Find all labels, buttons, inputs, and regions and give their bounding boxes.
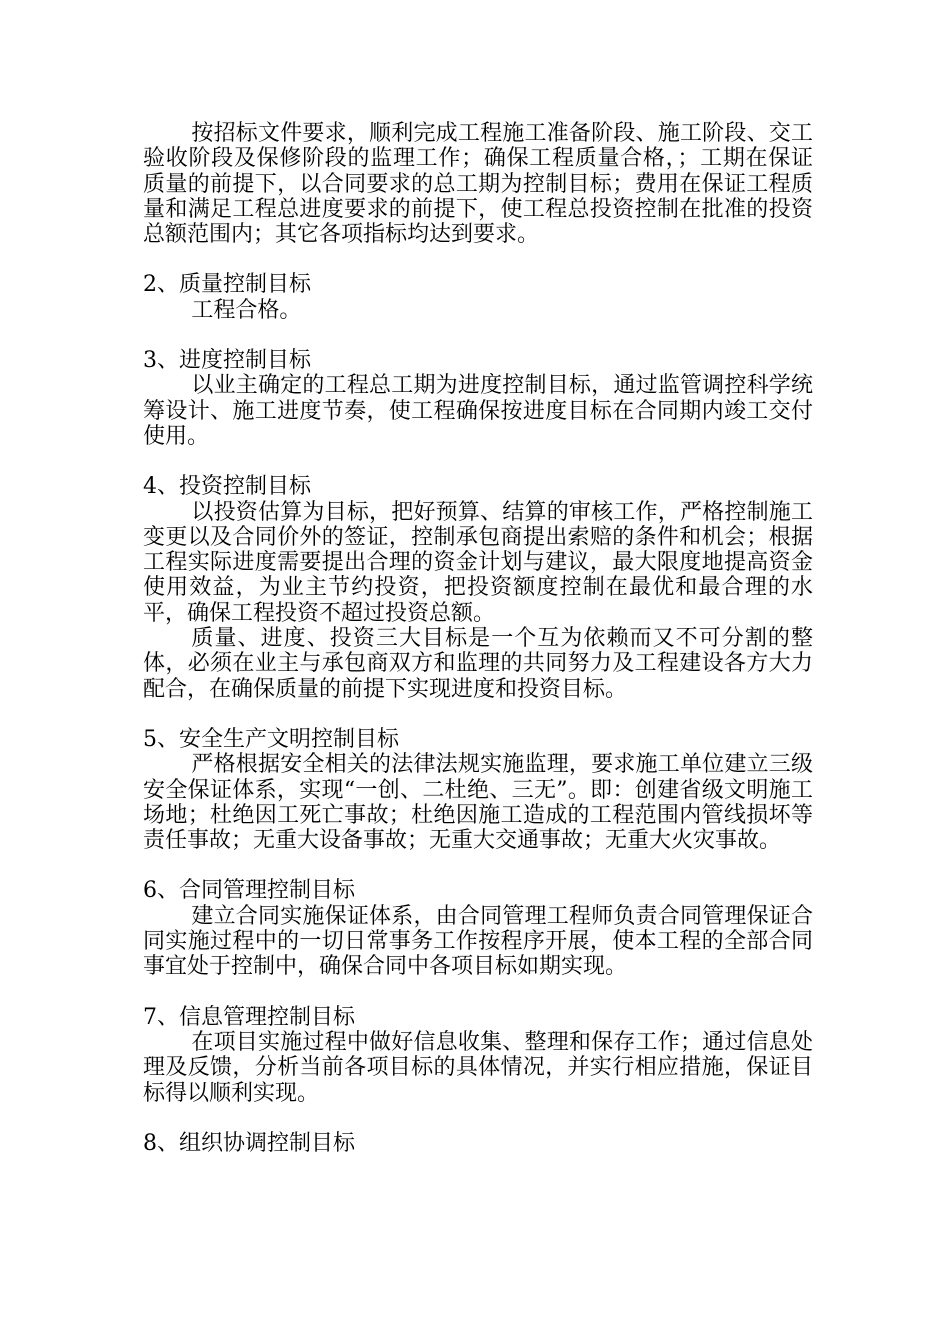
section-heading-safety: 5、安全生产文明控制目标 <box>143 726 399 752</box>
section-heading-quality: 2、质量控制目标 <box>143 272 311 298</box>
section-heading-information: 7、信息管理控制目标 <box>143 1004 355 1030</box>
section-paragraph: 严格根据安全相关的法律法规实施监理，要求施工单位建立三级安全保证体系，实现“一创、二杜绝、三无”。即：创建省级文明施工场地；杜绝因工死亡事故；杜绝因施工造成的工程范围内管线损坏等责任事故；无重大设备事故；无重大交通事故；无重大火灾事故。 <box>143 752 813 854</box>
intro-paragraph: 按招标文件要求，顺利完成工程施工准备阶段、施工阶段、交工验收阶段及保修阶段的监理工作；确保工程质量合格，；工期在保证质量的前提下，以合同要求的总工期为控制目标；费用在保证工程质量和满足工程总进度要求的前提下，使工程总投资控制在批准的投资总额范围内；其它各项指标均达到要求。 <box>143 121 813 248</box>
section-paragraph: 建立合同实施保证体系，由合同管理工程师负责合同管理保证合同实施过程中的一切日常事务工作按程序开展，使本工程的全部合同事宜处于控制中，确保合同中各项目标如期实现。 <box>143 903 813 980</box>
section-paragraph: 工程合格。 <box>191 297 302 323</box>
section-paragraph: 质量、进度、投资三大目标是一个互为依赖而又不可分割的整体，必须在业主与承包商双方和监理的共同努力及工程建设各方大力配合，在确保质量的前提下实现进度和投资目标。 <box>143 626 813 702</box>
section-heading-coordination: 8、组织协调控制目标 <box>143 1130 355 1156</box>
document-page <box>143 121 813 1156</box>
section-heading-investment: 4、投资控制目标 <box>143 474 311 500</box>
section-heading-schedule: 3、进度控制目标 <box>143 348 311 374</box>
section-paragraph: 以投资估算为目标，把好预算、结算的审核工作，严格控制施工变更以及合同价外的签证，控制承包商提出索赔的条件和机会；根据工程实际进度需要提出合理的资金计划与建议，最大限度地提高资金使用效益，为业主节约投资，把投资额度控制在最优和最合理的水平，确保工程投资不超过投资总额。 <box>143 499 813 626</box>
section-paragraph: 在项目实施过程中做好信息收集、整理和保存工作；通过信息处理及反馈，分析当前各项目标的具体情况，并实行相应措施，保证目标得以顺利实现。 <box>143 1029 813 1106</box>
section-heading-contract: 6、合同管理控制目标 <box>143 878 355 904</box>
section-paragraph: 以业主确定的工程总工期为进度控制目标，通过监管调控科学统筹设计、施工进度节奏，使工程确保按进度目标在合同期内竣工交付使用。 <box>143 373 813 449</box>
